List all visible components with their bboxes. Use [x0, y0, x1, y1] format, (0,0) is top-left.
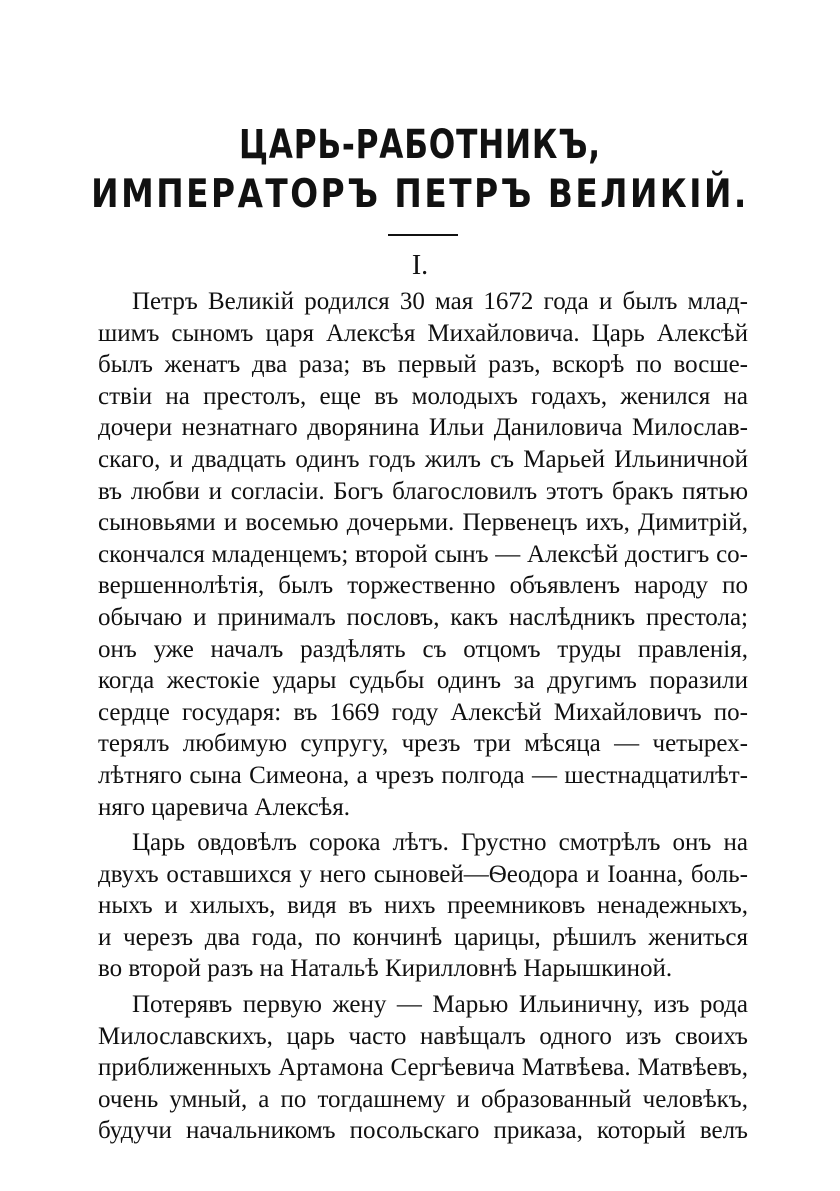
page-title: ЦАРЬ-РАБОТНИКЪ,	[239, 122, 601, 168]
text-line: вершеннолѣтія, былъ торжественно объявленъ народу по	[98, 572, 748, 600]
text-line: терялъ любимую супругу, чрезъ три мѣсяца — четырех-	[98, 730, 748, 758]
text-line: Милославскихъ, царь часто навѣщалъ одного изъ своихъ	[98, 1022, 748, 1050]
text-line: двухъ оставшихся у него сыновей—Ѳеодора и Іоанна, боль-	[98, 860, 748, 888]
text-line: скаго, и двадцать одинъ годъ жилъ съ Марьей Ильиничной	[98, 445, 748, 473]
text-line: когда жестокіе удары судьбы одинъ за другимъ поразили	[98, 667, 748, 695]
text-line: будучи начальникомъ посольскаго приказа, который велъ	[98, 1117, 748, 1145]
text-line: былъ женатъ два раза; въ первый разъ, вскорѣ по восше-	[98, 351, 748, 379]
text-line: очень умный, а по тогдашнему и образованный человѣкъ,	[98, 1085, 748, 1113]
text-line: во второй разъ на Натальѣ Кирилловнѣ Нарышкиной.	[98, 955, 673, 983]
title-divider	[388, 234, 458, 236]
paragraph-1	[98, 286, 748, 823]
text-line: Петръ Великій родился 30 мая 1672 года и былъ млад-	[132, 288, 748, 315]
text-line: и черезъ два года, по кончинѣ царицы, рѣшилъ жениться	[98, 923, 748, 951]
body-text	[98, 286, 748, 1151]
text-line: лѣтняго сына Симеона, а чрезъ полгода — шестнадцатилѣт-	[98, 761, 748, 789]
section-number: I.	[411, 250, 429, 281]
text-line: сердце государя: въ 1669 году Алексѣй Михайловичъ по-	[98, 698, 748, 726]
page-subtitle: ИМПЕРАТОРЪ ПЕТРЪ ВЕЛИКІЙ.	[91, 172, 749, 217]
text-line: сыновьями и восемью дочерьми. Первенецъ ихъ, Димитрій,	[98, 509, 748, 537]
text-line: скончался младенцемъ; второй сынъ — Алексѣй достигъ со-	[98, 540, 748, 568]
text-line: ствіи на престолъ, еще въ молодыхъ годахъ, женился на	[98, 382, 748, 410]
text-line: ныхъ и хилыхъ, видя въ нихъ преемниковъ ненадежныхъ,	[98, 892, 748, 920]
text-line: приближенныхъ Артамона Сергѣевича Матвѣева. Матвѣевъ,	[98, 1054, 748, 1082]
text-line: шимъ сыномъ царя Алексѣя Михайловича. Царь Алексѣй	[98, 319, 748, 347]
paragraph-2	[98, 827, 748, 985]
text-line: въ любви и согласіи. Богъ благословилъ этотъ бракъ пятью	[98, 477, 748, 505]
text-line: обычаю и принималъ пословъ, какъ наслѣдникъ престола;	[98, 603, 748, 631]
text-line: Царь овдовѣлъ сорока лѣтъ. Грустно смотрѣлъ онъ на	[132, 829, 748, 857]
paragraph-3	[98, 989, 748, 1147]
text-line: дочери незнатнаго дворянина Ильи Даниловича Милослав-	[98, 414, 748, 442]
text-line: няго царевича Алексѣя.	[98, 793, 351, 821]
text-line: онъ уже началъ раздѣлять съ отцомъ труды правленія,	[98, 635, 748, 663]
text-line: Потерявъ первую жену — Марью Ильиничну, изъ рода	[132, 991, 748, 1019]
